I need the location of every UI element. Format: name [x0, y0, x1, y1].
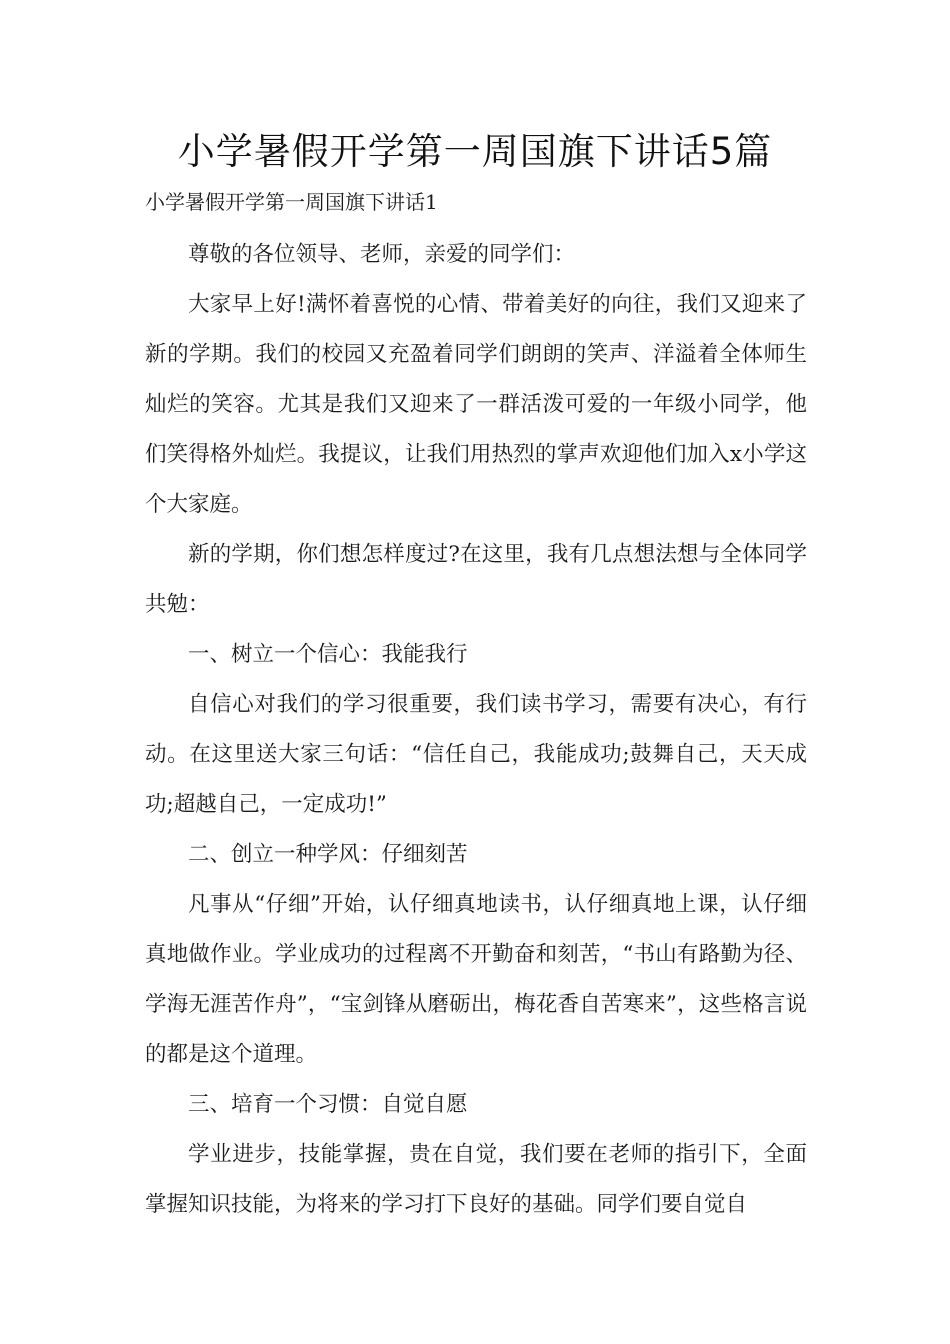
section-paragraph-2: 凡事从“仔细”开始，认仔细真地读书，认仔细真地上课，认仔细真地做作业。学业成功的过程离不开勤奋和刻苦，“书山有路勤为径、学海无涯苦作舟”，“宝剑锋从磨砺出，梅花香自苦寒来”，这些格言说的都是这个道理。 — [145, 892, 807, 1067]
section-heading-2: 二、创立一种学风：仔细刻苦 — [188, 842, 468, 867]
section-paragraph-1: 自信心对我们的学习很重要，我们读书学习，需要有决心，有行动。在这里送大家三句话：“信任自己，我能成功;鼓舞自己，天天成功;超越自己，一定成功!” — [145, 692, 807, 817]
document-body — [145, 230, 807, 1230]
section-heading-1: 一、树立一个信心：我能我行 — [188, 642, 468, 667]
document-title: 小学暑假开学第一周国旗下讲话5篇 — [177, 130, 773, 173]
section-heading-3: 三、培育一个习惯：自觉自愿 — [188, 1092, 468, 1117]
document-subtitle: 小学暑假开学第一周国旗下讲话1 — [145, 190, 438, 214]
section-paragraph-3: 学业进步，技能掌握，贵在自觉，我们要在老师的指引下，全面掌握知识技能，为将来的学习打下良好的基础。同学们要自觉自 — [145, 1142, 807, 1217]
intro-paragraph: 新的学期，你们想怎样度过?在这里，我有几点想法想与全体同学共勉： — [145, 542, 807, 617]
opening-paragraph: 大家早上好!满怀着喜悦的心情、带着美好的向往，我们又迎来了新的学期。我们的校园又充盈着同学们朗朗的笑声、洋溢着全体师生灿烂的笑容。尤其是我们又迎来了一群活泼可爱的一年级小同学，他们笑得格外灿烂。我提议，让我们用热烈的掌声欢迎他们加入x小学这个大家庭。 — [145, 292, 807, 517]
greeting-paragraph: 尊敬的各位领导、老师，亲爱的同学们： — [188, 242, 576, 267]
